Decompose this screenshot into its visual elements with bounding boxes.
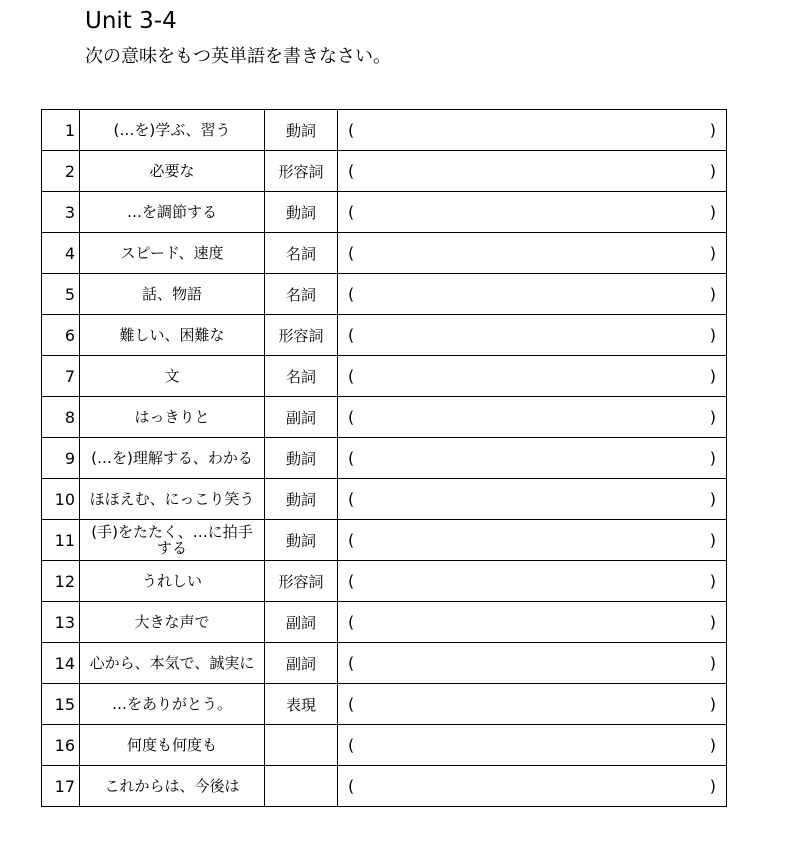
open-paren: ( [348, 448, 355, 468]
open-paren: ( [348, 325, 355, 345]
answer-field[interactable] [338, 520, 727, 561]
close-paren: ) [709, 448, 716, 468]
open-paren: ( [348, 284, 355, 304]
row-number: 10 [42, 479, 80, 520]
meaning-text: (手)をたたく、…に拍手する [91, 523, 253, 557]
meaning-cell [80, 438, 265, 479]
table-row [42, 192, 727, 233]
meaning-cell [80, 397, 265, 438]
answer-field[interactable] [338, 643, 727, 684]
part-of-speech: 動詞 [265, 520, 338, 561]
close-paren: ) [709, 284, 716, 304]
meaning-cell [80, 684, 265, 725]
open-paren: ( [348, 571, 355, 591]
meaning-text: …を調節する [126, 203, 217, 221]
open-paren: ( [348, 530, 355, 550]
meaning-text: うれしい [141, 572, 202, 590]
meaning-cell [80, 192, 265, 233]
close-paren: ) [709, 530, 716, 550]
part-of-speech: 名詞 [265, 356, 338, 397]
open-paren: ( [348, 694, 355, 714]
open-paren: ( [348, 653, 355, 673]
row-number: 16 [42, 725, 80, 766]
open-paren: ( [348, 366, 355, 386]
meaning-cell [80, 233, 265, 274]
close-paren: ) [709, 612, 716, 632]
meaning-text: 難しい、困難な [119, 326, 225, 344]
answer-field[interactable] [338, 561, 727, 602]
part-of-speech: 形容詞 [265, 561, 338, 602]
answer-field[interactable] [338, 397, 727, 438]
row-number: 1 [42, 110, 80, 151]
part-of-speech [265, 766, 338, 807]
table-row [42, 151, 727, 192]
row-number: 11 [42, 520, 80, 561]
close-paren: ) [709, 202, 716, 222]
table-row [42, 438, 727, 479]
meaning-text: 話、物語 [141, 285, 202, 303]
answer-field[interactable] [338, 274, 727, 315]
row-number: 15 [42, 684, 80, 725]
meaning-text: 心から、本気で、誠実に [89, 654, 255, 672]
close-paren: ) [709, 694, 716, 714]
part-of-speech: 形容詞 [265, 151, 338, 192]
answer-field[interactable] [338, 151, 727, 192]
row-number: 12 [42, 561, 80, 602]
answer-field[interactable] [338, 766, 727, 807]
answer-field[interactable] [338, 110, 727, 151]
row-number: 7 [42, 356, 80, 397]
close-paren: ) [709, 407, 716, 427]
meaning-text: ほほえむ、にっこり笑う [89, 490, 255, 508]
answer-field[interactable] [338, 725, 727, 766]
row-number: 3 [42, 192, 80, 233]
meaning-cell [80, 151, 265, 192]
close-paren: ) [709, 120, 716, 140]
row-number: 8 [42, 397, 80, 438]
part-of-speech [265, 725, 338, 766]
answer-field[interactable] [338, 315, 727, 356]
table-row [42, 233, 727, 274]
part-of-speech: 形容詞 [265, 315, 338, 356]
meaning-text: 何度も何度も [126, 736, 217, 754]
close-paren: ) [709, 366, 716, 386]
meaning-cell [80, 643, 265, 684]
table-row [42, 479, 727, 520]
meaning-cell [80, 274, 265, 315]
meaning-text: 文 [164, 367, 180, 385]
answer-field[interactable] [338, 684, 727, 725]
part-of-speech: 動詞 [265, 192, 338, 233]
part-of-speech: 表現 [265, 684, 338, 725]
table-row [42, 602, 727, 643]
part-of-speech: 副詞 [265, 602, 338, 643]
row-number: 17 [42, 766, 80, 807]
meaning-cell [80, 315, 265, 356]
meaning-text: はっきりと [134, 408, 210, 426]
meaning-cell [80, 479, 265, 520]
open-paren: ( [348, 735, 355, 755]
close-paren: ) [709, 735, 716, 755]
close-paren: ) [709, 653, 716, 673]
answer-field[interactable] [338, 602, 727, 643]
open-paren: ( [348, 243, 355, 263]
answer-field[interactable] [338, 438, 727, 479]
answer-field[interactable] [338, 233, 727, 274]
meaning-text: (…を)理解する、わかる [91, 449, 253, 467]
table-row [42, 397, 727, 438]
meaning-cell [80, 356, 265, 397]
table-row [42, 561, 727, 602]
part-of-speech: 動詞 [265, 479, 338, 520]
row-number: 13 [42, 602, 80, 643]
answer-field[interactable] [338, 356, 727, 397]
close-paren: ) [709, 161, 716, 181]
vocab-table-body [42, 110, 727, 807]
meaning-text: スピード、速度 [120, 244, 224, 262]
close-paren: ) [709, 776, 716, 796]
table-row [42, 274, 727, 315]
table-row [42, 110, 727, 151]
part-of-speech: 名詞 [265, 274, 338, 315]
table-row [42, 315, 727, 356]
open-paren: ( [348, 202, 355, 222]
meaning-cell [80, 766, 265, 807]
meaning-text: 大きな声で [134, 613, 210, 631]
instruction-text: 次の意味をもつ英単語を書きなさい。 [85, 46, 391, 67]
part-of-speech: 名詞 [265, 233, 338, 274]
row-number: 4 [42, 233, 80, 274]
table-row [42, 684, 727, 725]
meaning-text: これからは、今後は [104, 777, 240, 795]
row-number: 6 [42, 315, 80, 356]
page-title: Unit 3-4 [85, 8, 177, 34]
open-paren: ( [348, 776, 355, 796]
close-paren: ) [709, 325, 716, 345]
part-of-speech: 動詞 [265, 438, 338, 479]
table-row [42, 766, 727, 807]
meaning-cell [80, 110, 265, 151]
meaning-text: 必要な [149, 162, 195, 180]
close-paren: ) [709, 571, 716, 591]
open-paren: ( [348, 407, 355, 427]
table-row [42, 356, 727, 397]
open-paren: ( [348, 489, 355, 509]
table-row [42, 725, 727, 766]
meaning-text: …をありがとう。 [111, 695, 232, 713]
row-number: 5 [42, 274, 80, 315]
part-of-speech: 副詞 [265, 643, 338, 684]
meaning-cell [80, 725, 265, 766]
answer-field[interactable] [338, 479, 727, 520]
vocab-table [41, 109, 727, 807]
meaning-cell [80, 602, 265, 643]
row-number: 9 [42, 438, 80, 479]
meaning-text: (…を)学ぶ、習う [113, 121, 231, 139]
part-of-speech: 動詞 [265, 110, 338, 151]
table-row [42, 643, 727, 684]
table-row [42, 520, 727, 561]
meaning-cell [80, 520, 265, 561]
open-paren: ( [348, 161, 355, 181]
open-paren: ( [348, 612, 355, 632]
close-paren: ) [709, 489, 716, 509]
row-number: 2 [42, 151, 80, 192]
close-paren: ) [709, 243, 716, 263]
answer-field[interactable] [338, 192, 727, 233]
row-number: 14 [42, 643, 80, 684]
part-of-speech: 副詞 [265, 397, 338, 438]
meaning-cell [80, 561, 265, 602]
open-paren: ( [348, 120, 355, 140]
